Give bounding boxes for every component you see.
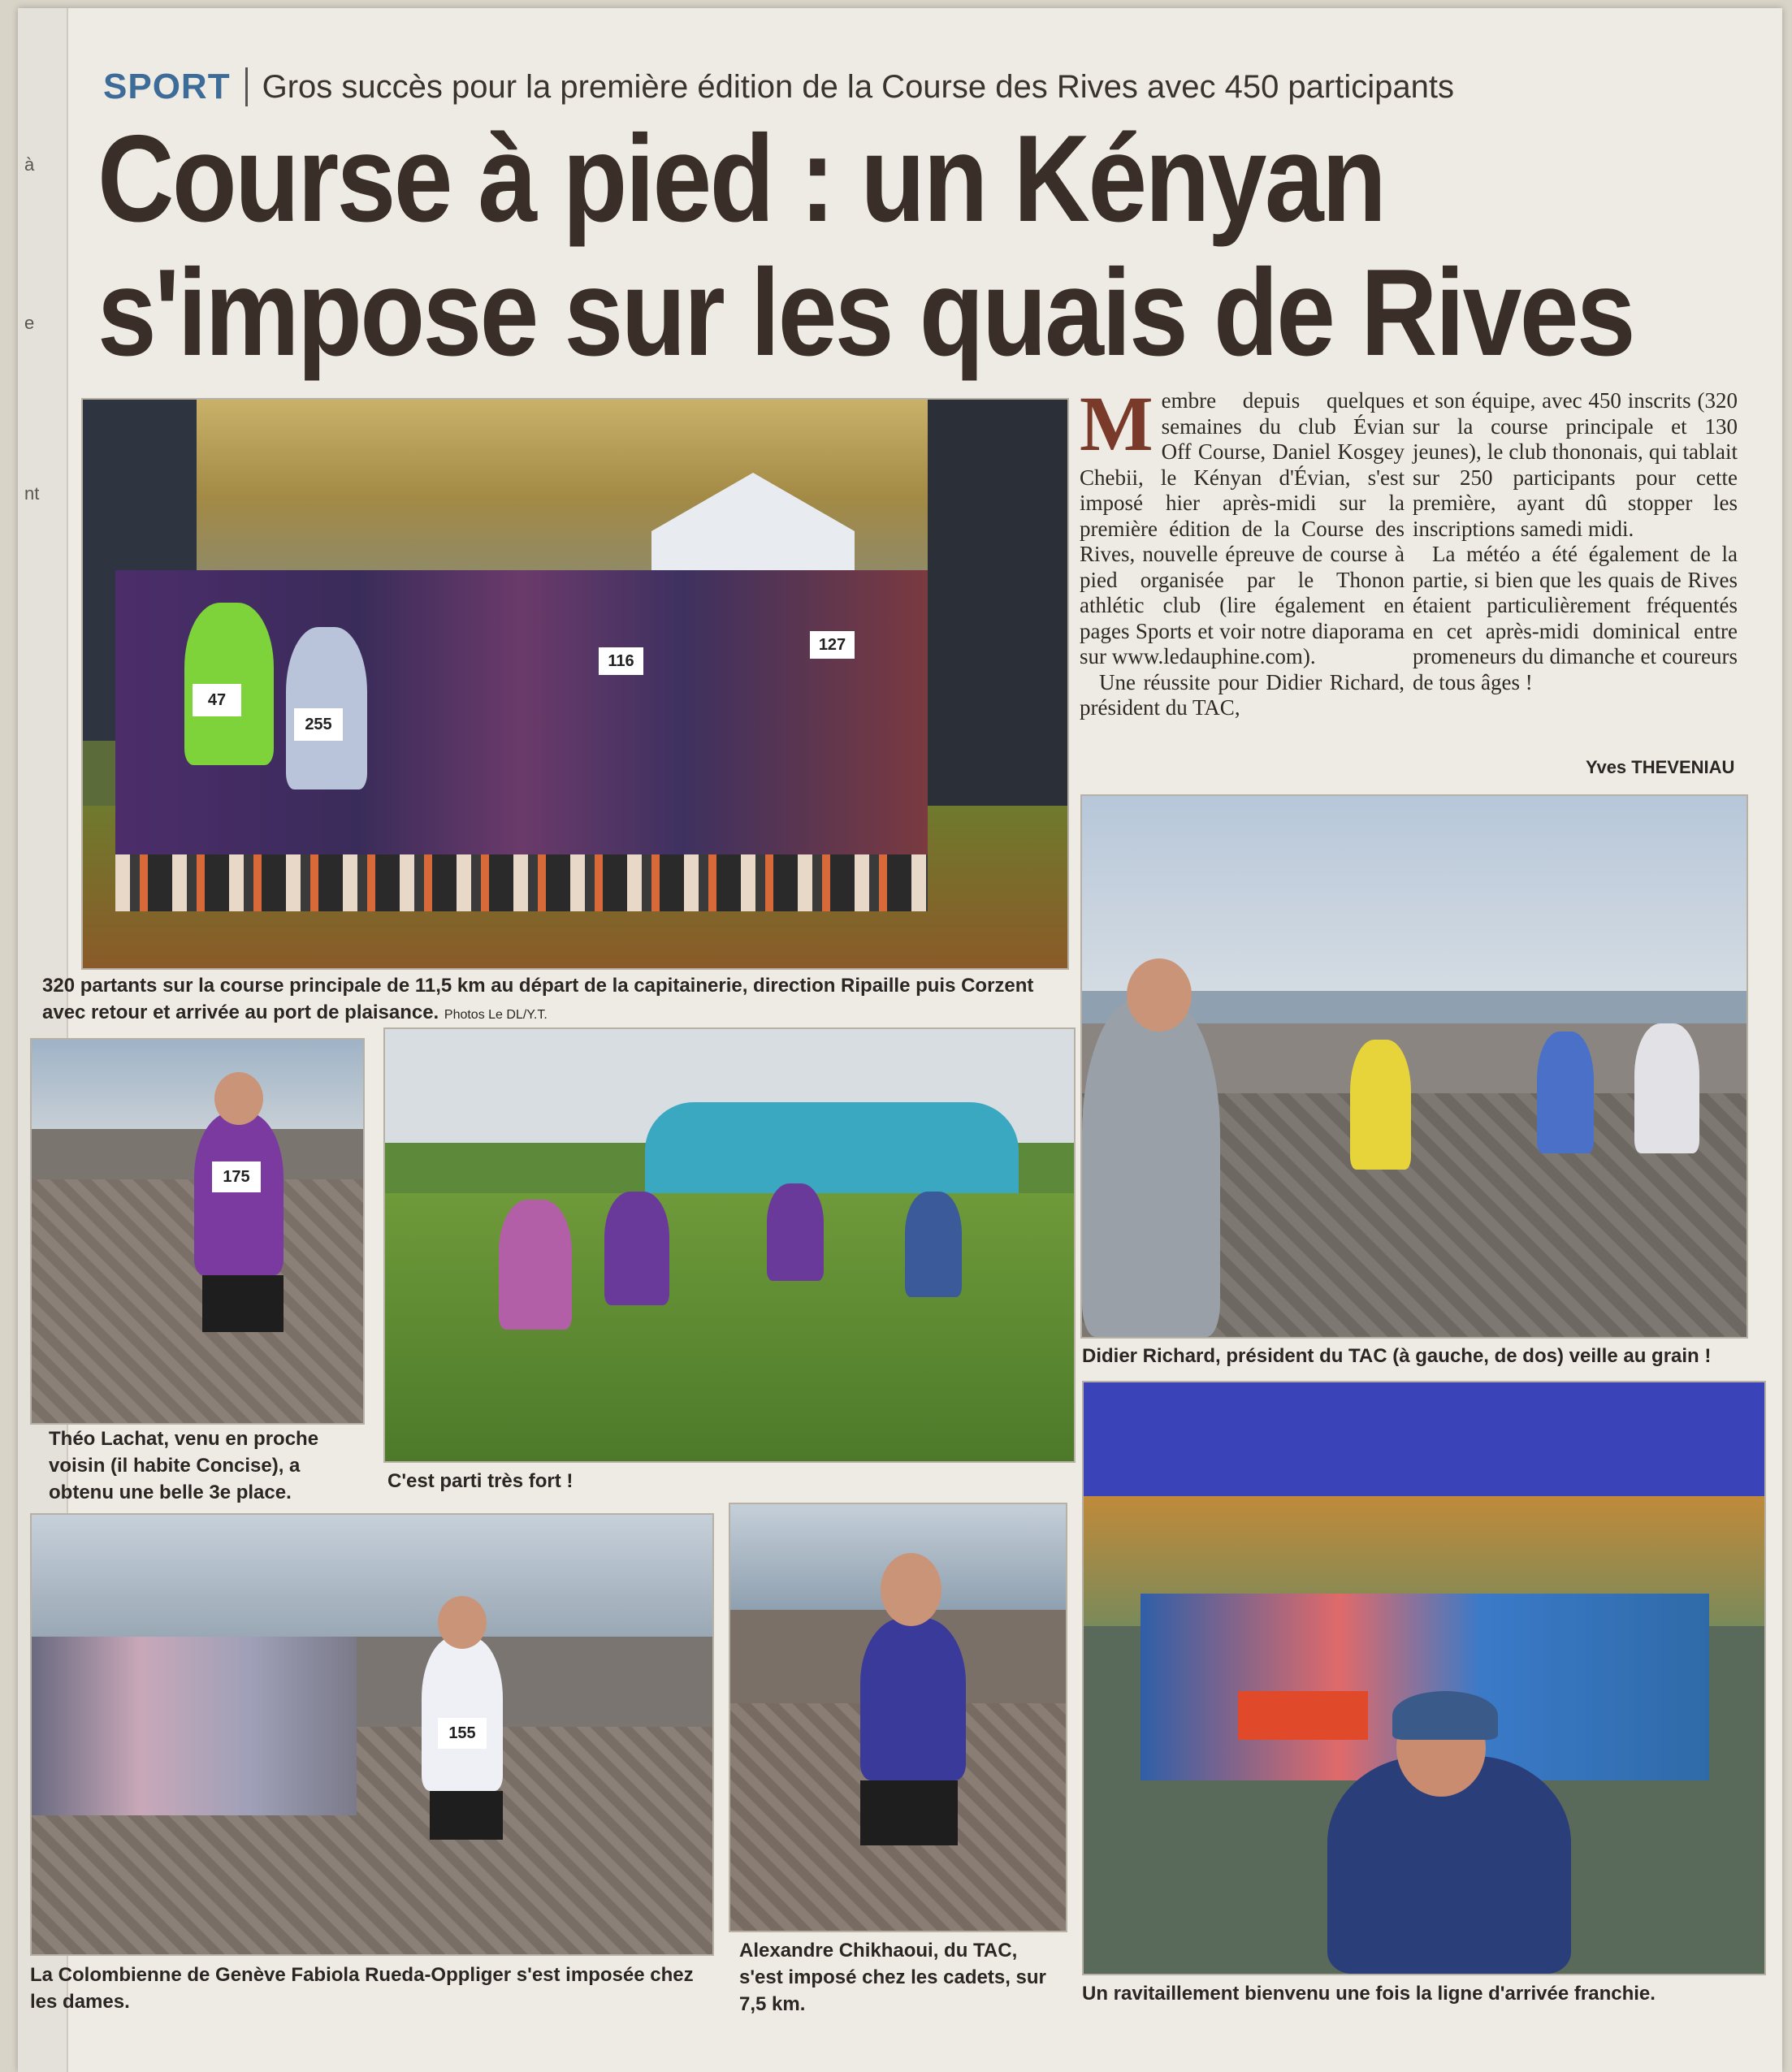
caption-text: 320 partants sur la course principale de 11,5 km au départ de la capitainerie, direction Ripaille puis Corzent avec retour et arrivée au port de plaisance. bbox=[42, 975, 1034, 1023]
photo-start-line bbox=[81, 398, 1069, 970]
race-bib: 116 bbox=[599, 647, 643, 675]
headline-line-1: Course à pied : un Kényan bbox=[97, 110, 1385, 248]
newspaper-page bbox=[18, 8, 1782, 2072]
photo-cest-parti bbox=[383, 1027, 1076, 1463]
caption-ravitaillement: Un ravitaillement bienvenu une fois la ligne d'arrivée franchie. bbox=[1082, 1983, 1656, 2005]
article-paragraph: embre depuis quelques semaines du club Évian Off Course, Daniel Kosgey Chebii, le Kényan d'Évian, s'est imposé hier après-midi sur la première édition de la Course des Rives, nouvelle épreuve de course à pied organisée par le Thonon athlétic club (lire également en pages Sports et voir notre diaporama sur www.ledauphine.com). bbox=[1080, 388, 1405, 668]
race-bib: 47 bbox=[193, 684, 241, 716]
caption-alexandre-chikhaoui: Alexandre Chikhaoui, du TAC, s'est imposé chez les cadets, sur 7,5 km. bbox=[739, 1940, 1046, 2015]
dropcap: M bbox=[1080, 380, 1154, 467]
race-bib: 255 bbox=[294, 708, 343, 741]
caption-start-line bbox=[42, 972, 1066, 1028]
headline bbox=[97, 110, 1634, 382]
photo-ravitaillement bbox=[1082, 1381, 1766, 1975]
margin-fragment: nt bbox=[24, 483, 40, 504]
article-paragraph: Une réussite pour Didier Richard, président du TAC, bbox=[1080, 669, 1405, 720]
race-bib: 175 bbox=[212, 1161, 261, 1192]
headline-line-2: s'impose sur les quais de Rives bbox=[97, 244, 1634, 382]
kicker bbox=[103, 58, 1454, 115]
author-byline: Yves THEVENIAU bbox=[1586, 757, 1735, 777]
kicker-divider bbox=[245, 67, 248, 106]
photo-credit: Photos Le DL/Y.T. bbox=[444, 1008, 548, 1022]
kicker-subtitle: Gros succès pour la première édition de la Course des Rives avec 450 participants bbox=[262, 68, 1454, 105]
photo-fabiola-rueda-oppliger bbox=[30, 1513, 714, 1956]
caption-theo-lachat: Théo Lachat, venu en proche voisin (il habite Concise), a obtenu une belle 3e place. bbox=[49, 1428, 319, 1503]
photo-didier-richard bbox=[1080, 794, 1748, 1339]
race-bib: 127 bbox=[810, 631, 855, 659]
rubric-label: SPORT bbox=[103, 67, 231, 106]
caption-fabiola-rueda-oppliger: La Colombienne de Genève Fabiola Rueda-Oppliger s'est imposée chez les dames. bbox=[30, 1964, 694, 2013]
margin-fragment: à bbox=[24, 154, 35, 175]
article-column-1 bbox=[1080, 380, 1405, 721]
article-paragraph: et son équipe, avec 450 inscrits (320 sur la course principale et 130 jeunes), le club thononais, qui tablait sur 250 participants pour cette première, ayant dû stopper les inscriptions samedi midi. bbox=[1413, 388, 1738, 541]
article-paragraph: La météo a été également de la partie, si bien que les quais de Rives étaient particulièrement fréquentés en cet après-midi dominical entre promeneurs du dimanche et coureurs de tous âges ! bbox=[1413, 542, 1738, 694]
photo-alexandre-chikhaoui bbox=[729, 1503, 1067, 1932]
article-column-2 bbox=[1413, 388, 1738, 695]
race-bib: 155 bbox=[438, 1718, 487, 1749]
caption-cest-parti: C'est parti très fort ! bbox=[387, 1470, 574, 1492]
margin-fragment: e bbox=[24, 313, 35, 333]
photo-theo-lachat bbox=[30, 1038, 365, 1425]
caption-didier-richard: Didier Richard, président du TAC (à gauche, de dos) veille au grain ! bbox=[1082, 1345, 1712, 1367]
